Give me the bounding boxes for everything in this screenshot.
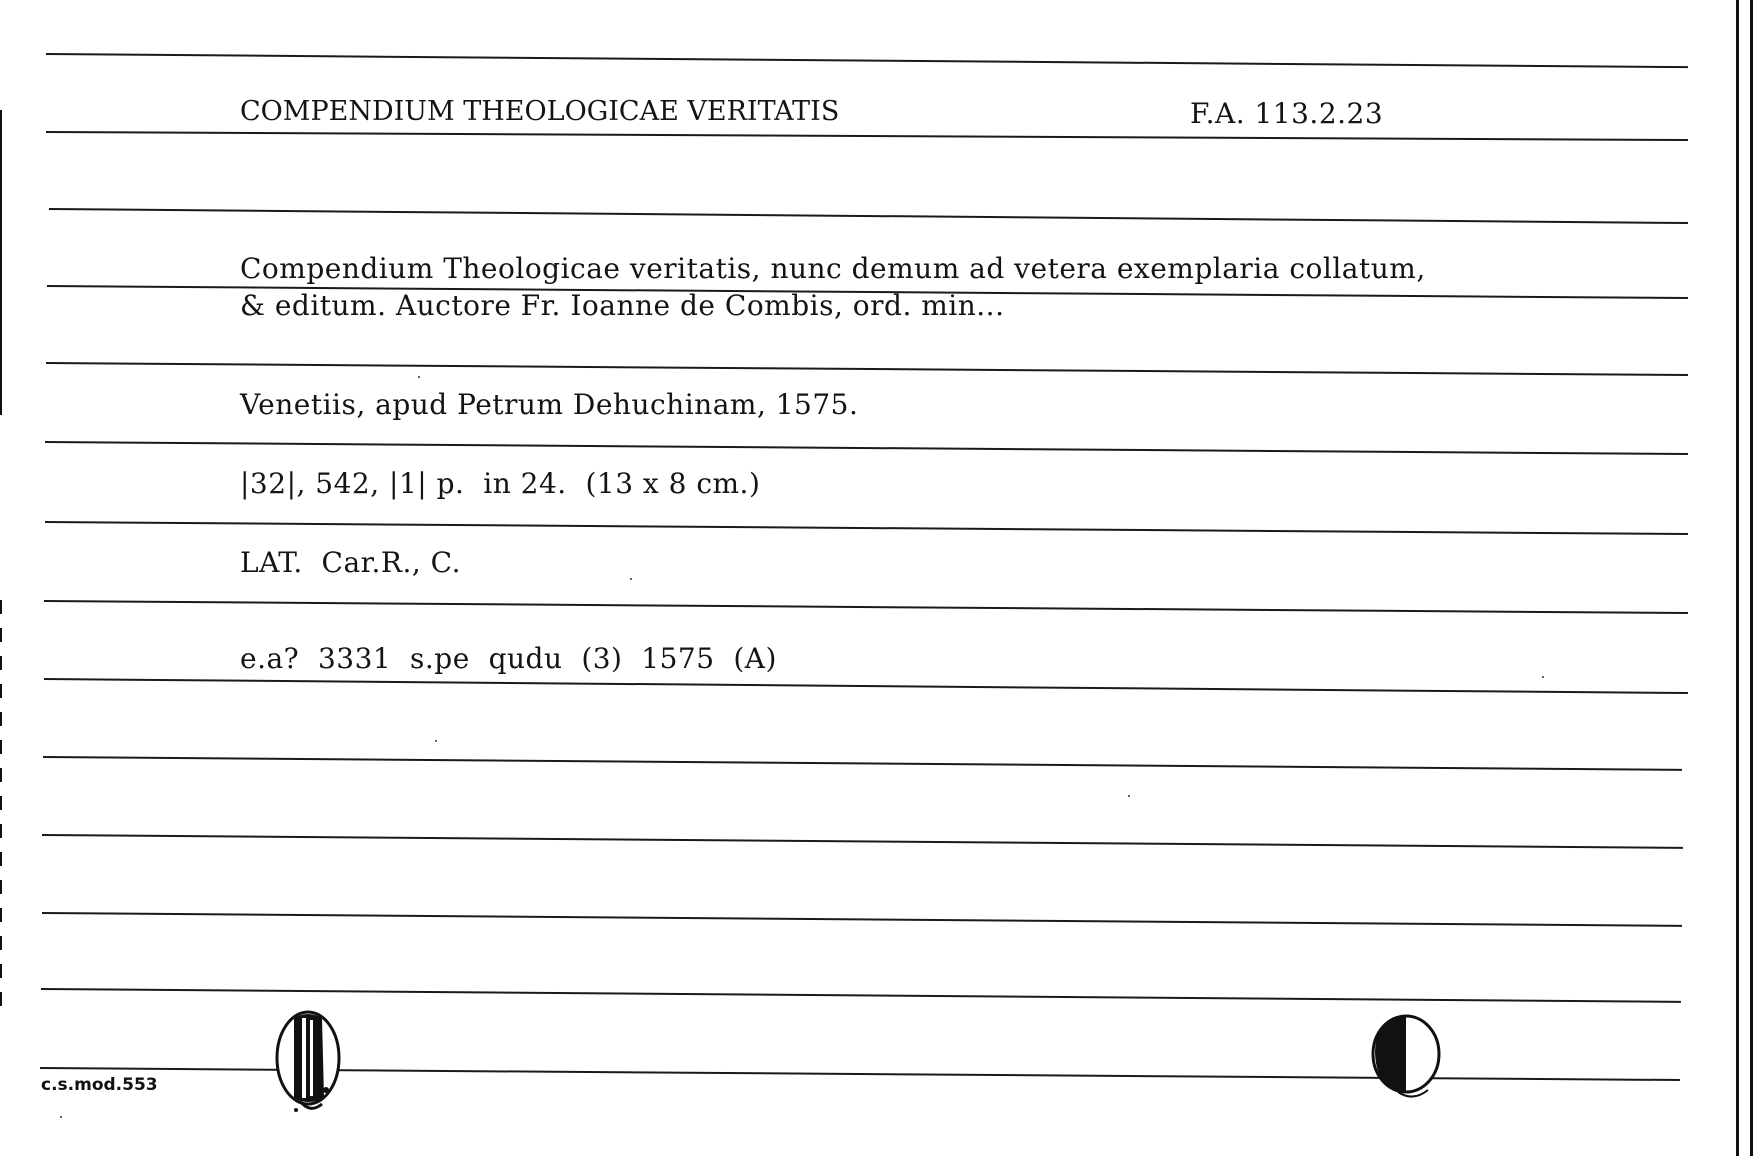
ruled-line <box>42 912 1682 927</box>
ruled-line <box>44 678 1688 694</box>
speck <box>1542 676 1544 678</box>
ruled-line <box>42 834 1683 849</box>
ruled-line <box>41 988 1681 1003</box>
ruled-line <box>49 208 1688 224</box>
card-title: COMPENDIUM THEOLOGICAE VERITATIS <box>240 96 840 127</box>
language-notes: LAT. Car.R., C. <box>240 546 461 579</box>
speck <box>1128 795 1130 797</box>
ruled-line <box>46 131 1688 141</box>
speck <box>60 1116 62 1118</box>
form-code: c.s.mod.553 <box>41 1075 158 1095</box>
collation: |32|, 542, |1| p. in 24. (13 x 8 cm.) <box>240 467 761 500</box>
description-line-1: Compendium Theologicae veritatis, nunc demum ad vetera exemplaria collatum, <box>240 252 1426 285</box>
speck <box>418 376 420 378</box>
ruled-line <box>43 756 1682 771</box>
speck <box>435 740 437 742</box>
ruled-line <box>45 441 1688 455</box>
fingerprint: e.a? 3331 s.pe qudu (3) 1575 (A) <box>240 642 777 675</box>
right-edge-line <box>1736 0 1739 1156</box>
shelfmark: F.A. 113.2.23 <box>1190 97 1384 130</box>
speck <box>630 578 632 580</box>
left-edge-mark <box>0 110 2 415</box>
ruled-line <box>44 600 1688 614</box>
imprint: Venetiis, apud Petrum Dehuchinam, 1575. <box>240 388 859 421</box>
ruled-line <box>46 362 1688 376</box>
left-edge-mark <box>0 600 2 1020</box>
ruled-line <box>45 521 1688 535</box>
ruled-line <box>46 53 1688 68</box>
description-line-2: & editum. Auctore Fr. Ioanne de Combis, ord. min... <box>240 289 1005 322</box>
punch-hole-right <box>1368 1012 1448 1122</box>
right-edge-line <box>1750 0 1753 1156</box>
punch-hole-left <box>270 1006 350 1126</box>
